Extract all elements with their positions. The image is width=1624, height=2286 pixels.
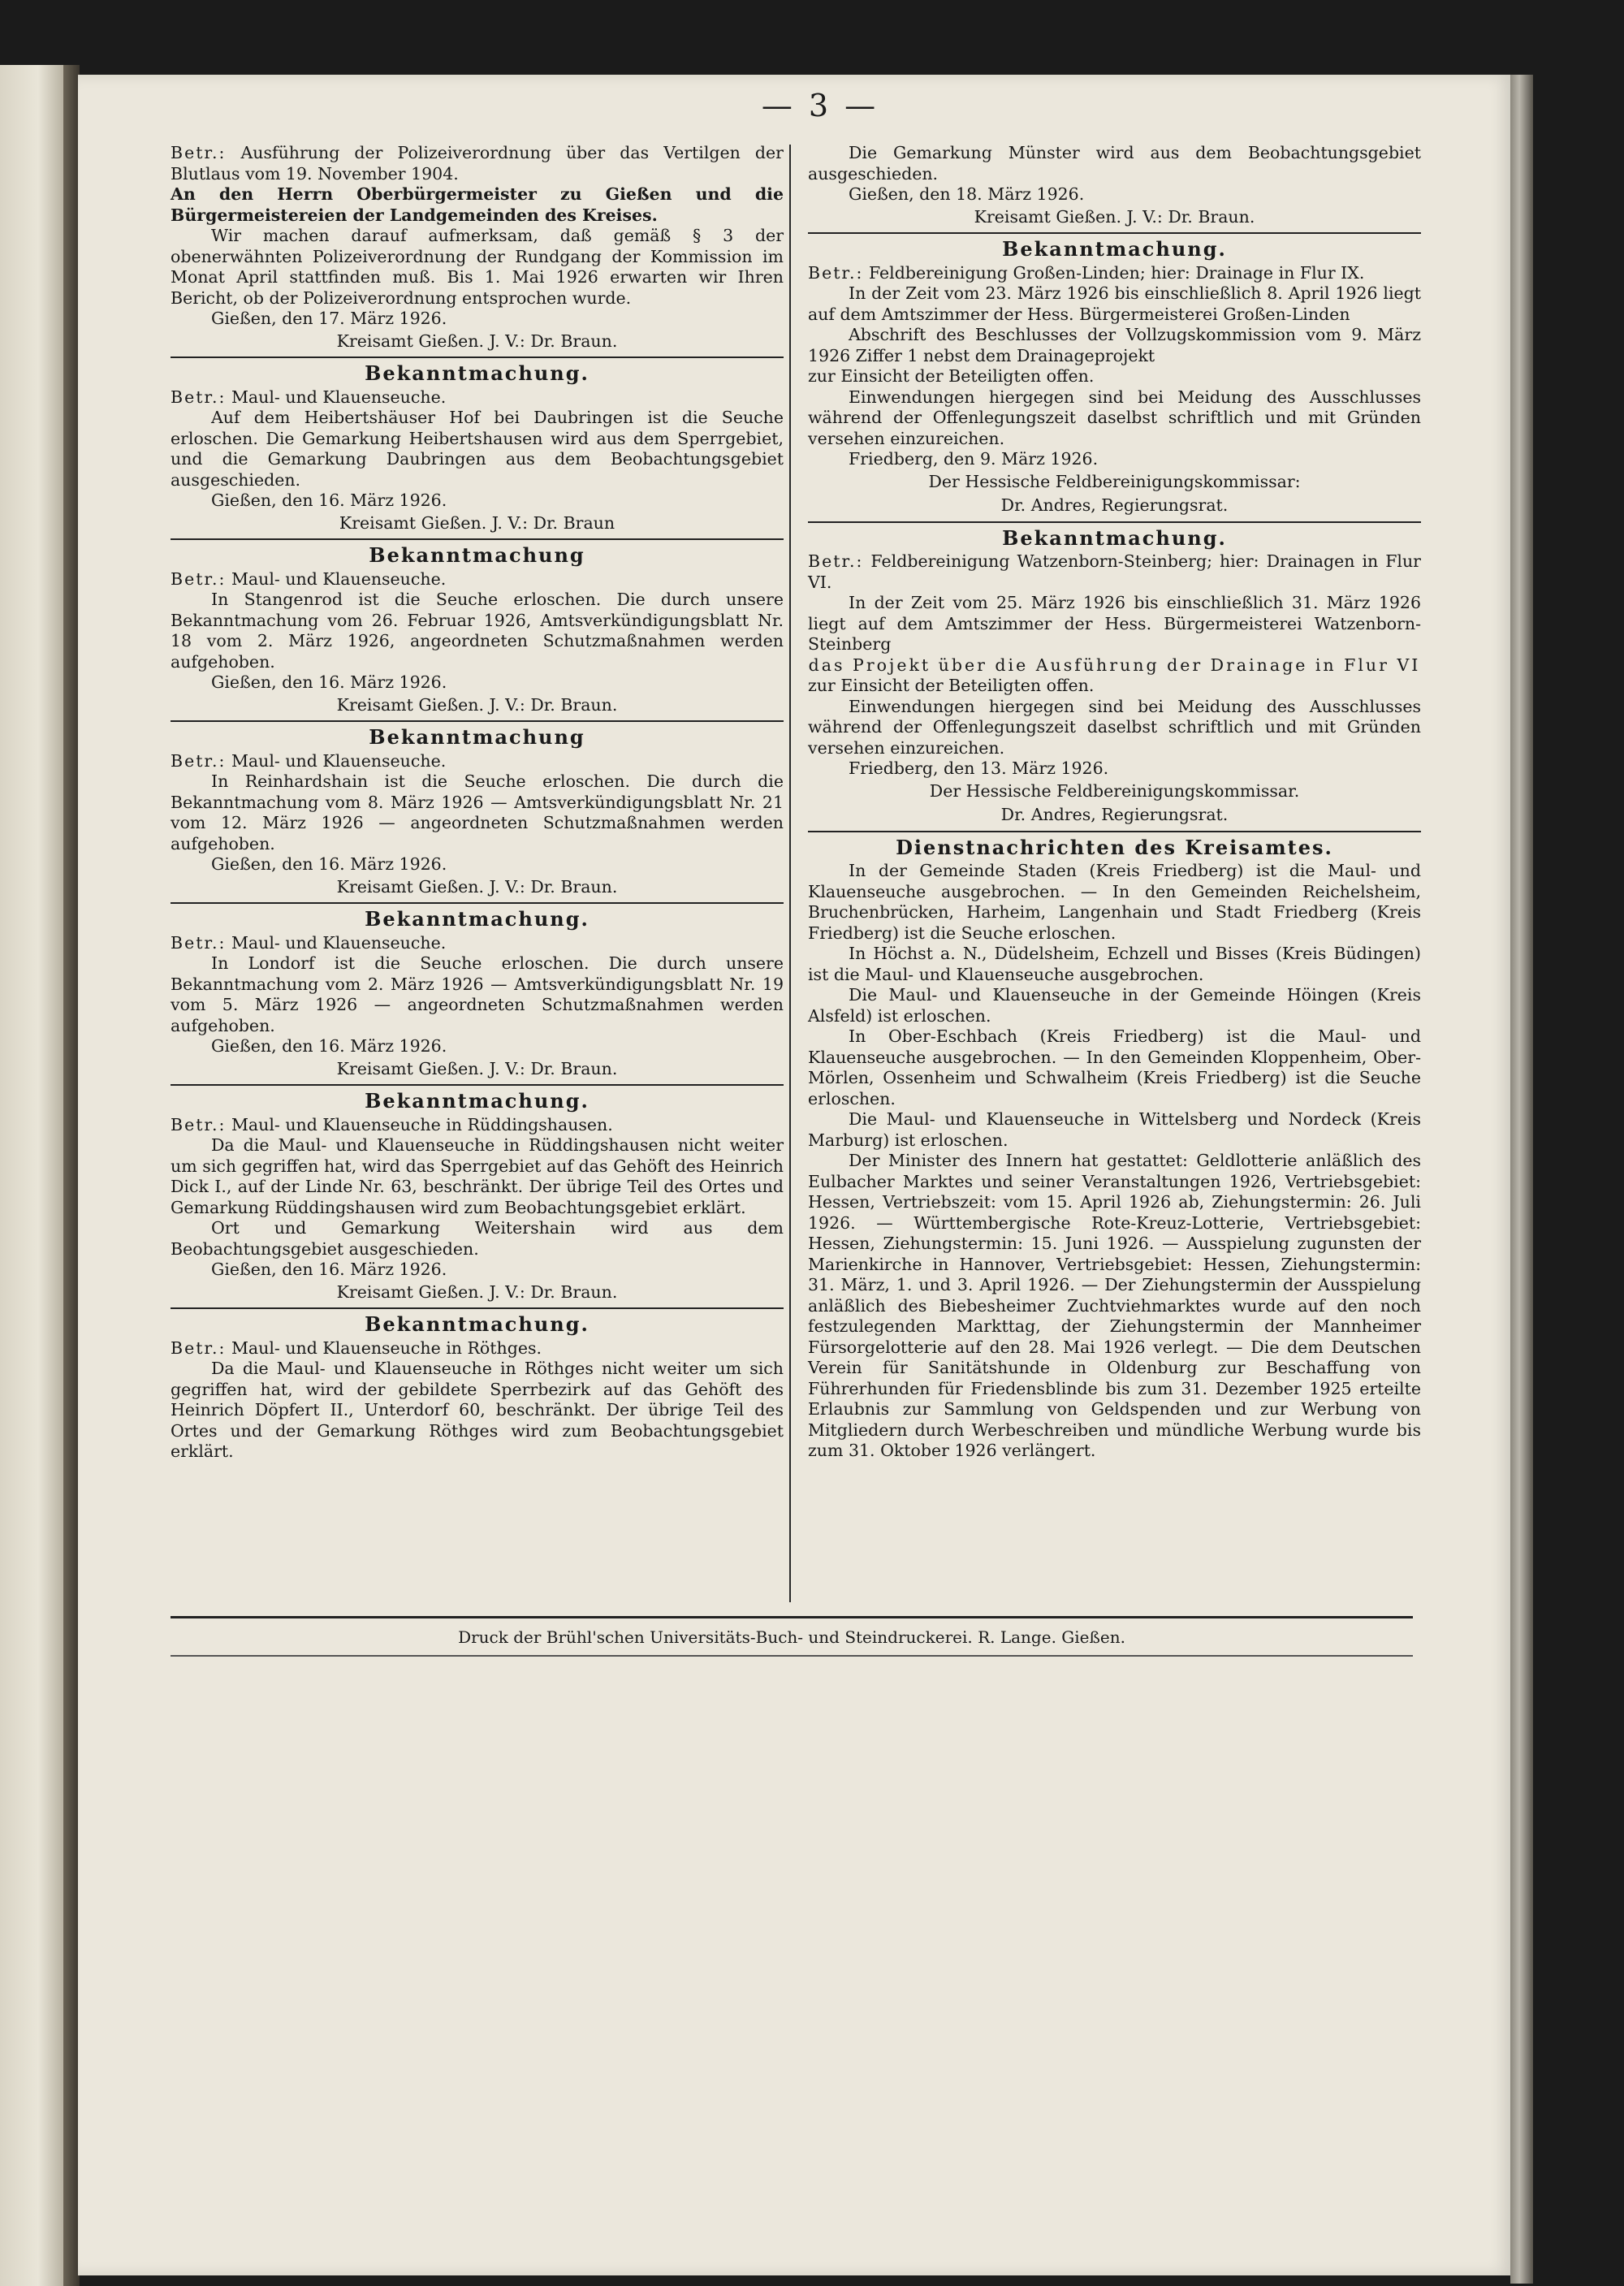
right-column — [808, 143, 1421, 1462]
service-news-paragraph: In der Gemeinde Staden (Kreis Friedberg) ist die Maul- und Klauenseuche ausgebrochen. — In den Gemeinden Reichelsheim, Bruchenbrücken, Harheim, Langenhain und Stadt Friedberg (Kreis Friedberg) ist die Seuche erloschen. — [808, 861, 1421, 943]
section-rule — [171, 1084, 784, 1086]
left-column — [171, 143, 784, 1463]
service-news-paragraph: Der Minister des Innern hat gestattet: Geldlotterie anläßlich des Eulbacher Marktes und seiner Veranstaltungen 1926, Vertriebsgebiet: Hessen, Vertriebszeit: vom 15. April 1926 ab, Ziehungstermin: 26. Juli 1926. — Württembergische Rote-Kreuz-Lotterie, Vertriebsgebiet: Hessen, Ziehungstermin: 15. Juni 1926. — Ausspielung zugunsten der Marienkirche in Hannover, Vertriebsgebiet: Hessen, Ziehungstermin: 31. März, 1. und 3. April 1926. — Der Ziehungstermin der Ausspielung anläßlich des Biebesheimer Zuchtviehmarktes wurde auf den noch festzulegenden Markttag, der Ziehungstermin der Mannheimer Fürsorgelotterie auf den 28. Mai 1926 verlegt. — Die dem Deutschen Verein für Sanitätshunde in Oldenburg zur Beschaffung von Führerhunden für Friedensblinde bis zum 31. Dezember 1925 erteilte Erlaubnis zur Sammlung von Geldspenden und zur Werbung von Mitgliedern durch Werbeschreiben und mündliche Werbung wurde bis zum 31. Oktober 1926 verlängert. — [808, 1151, 1421, 1460]
notice-6-place-date: Gießen, den 16. März 1926. — [211, 1260, 447, 1279]
notice-7-body: Da die Maul- und Klauenseuche in Röthges nicht weiter um sich gegriffen hat, wird der gebildete Sperrbezirk auf das Gehöft des Heinrich Döpfert II., Unterdorf 60, beschränkt. Der übrige Teil des Ortes und der Gemarkung Röthges wird zum Beobachtungsgebiet erklärt. — [171, 1359, 784, 1461]
notice-r3-body: In der Zeit vom 25. März 1926 bis einschließlich 31. März 1926 liegt auf dem Amtszimmer der Hess. Bürgermeisterei Watzenborn-Steinberg — [808, 593, 1421, 654]
notice-r2-place-date: Friedberg, den 9. März 1926. — [849, 449, 1099, 469]
notice-1-signature: Kreisamt Gießen. J. V.: Dr. Braun. — [336, 331, 618, 351]
notice-r3-subject: Betr.: Feldbereinigung Watzenborn-Steinberg; hier: Drainagen in Flur VI. — [808, 551, 1421, 592]
notice-7-heading: Bekanntmachung. — [365, 1312, 590, 1336]
notice-r2-subject: Betr.: Feldbereinigung Großen-Linden; hier: Drainage in Flur IX. — [808, 262, 1365, 283]
section-rule — [171, 902, 784, 904]
notice-6-body: Da die Maul- und Klauenseuche in Rüddingshausen nicht weiter um sich gegriffen hat, wird das Sperrgebiet auf das Gehöft des Heinrich Dick I., auf der Linde Nr. 63, beschränkt. Der übrige Teil des Ortes und Gemarkung Rüddingshausen wird zum Beobachtungsgebiet erklärt. — [171, 1135, 784, 1217]
notice-r3-heading: Bekanntmachung. — [1002, 525, 1227, 550]
service-news-heading: Dienstnachrichten des Kreisamtes. — [896, 835, 1333, 859]
notice-5-signature: Kreisamt Gießen. J. V.: Dr. Braun. — [336, 1058, 618, 1078]
notice-r2-signature-name: Dr. Andres, Regierungsrat. — [1000, 495, 1229, 515]
section-rule — [808, 232, 1421, 234]
notice-2-body: Auf dem Heibertshäuser Hof bei Daubringen ist die Seuche erloschen. Die Gemarkung Heibertshausen wird aus dem Sperrgebiet, und die Gemarkung Daubringen aus dem Beobachtungsgebiet ausgeschieden. — [171, 408, 784, 490]
notice-3-body: In Stangenrod ist die Seuche erloschen. Die durch unsere Bekanntmachung vom 26. Februar 1926, Amtsverkündigungsblatt Nr. 18 vom 2. März 1926, angeordneten Schutzmaßnahmen werden aufgehoben. — [171, 590, 784, 672]
notice-5-subject: Betr.: Maul- und Klauenseuche. — [171, 932, 447, 953]
notice-5-place-date: Gießen, den 16. März 1926. — [211, 1036, 447, 1056]
notice-1-address: An den Herrn Oberbürgermeister zu Gießen und die Bürgermeistereien der Landgemeinden des Kreises. — [171, 184, 784, 225]
notice-r2-body-2: Abschrift des Beschlusses der Vollzugskommission vom 9. März 1926 Ziffer 1 nebst dem Drainageprojekt — [808, 325, 1421, 365]
continued-notice-signature: Kreisamt Gießen. J. V.: Dr. Braun. — [974, 206, 1255, 227]
notice-1-subject: Betr.: Ausführung der Polizeiverordnung über das Vertilgen der Blutlaus vom 19. November 1904. — [171, 143, 784, 184]
service-news-paragraph: Die Maul- und Klauenseuche in der Gemeinde Höingen (Kreis Alsfeld) ist erloschen. — [808, 985, 1421, 1026]
notice-3-subject: Betr.: Maul- und Klauenseuche. — [171, 568, 447, 589]
notice-2-heading: Bekanntmachung. — [365, 361, 590, 385]
continued-notice-body: Die Gemarkung Münster wird aus dem Beobachtungsgebiet ausgeschieden. — [808, 143, 1421, 184]
adjacent-page-edge — [0, 65, 63, 2286]
notice-r2-body: In der Zeit vom 23. März 1926 bis einschließlich 8. April 1926 liegt auf dem Amtszimmer der Hess. Bürgermeisterei Großen-Linden — [808, 283, 1421, 324]
notice-4-subject: Betr.: Maul- und Klauenseuche. — [171, 750, 447, 771]
notice-1-place-date: Gießen, den 17. März 1926. — [211, 309, 447, 328]
notice-4-heading: Bekanntmachung — [369, 725, 585, 749]
notice-6-body-2: Ort und Gemarkung Weitershain wird aus dem Beobachtungsgebiet ausgeschieden. — [171, 1218, 784, 1259]
section-rule — [171, 357, 784, 358]
notice-4-place-date: Gießen, den 16. März 1926. — [211, 854, 447, 874]
continued-notice-place-date: Gießen, den 18. März 1926. — [849, 184, 1085, 204]
notice-r3-signature-name: Dr. Andres, Regierungsrat. — [1000, 805, 1229, 824]
notice-r2-body-3: zur Einsicht der Beteiligten offen. — [808, 366, 1095, 386]
notice-r3-body-2: das Projekt über die Ausführung der Drainage in Flur VI — [808, 655, 1421, 675]
notice-r2-signature: Der Hessische Feldbereinigungskommissar: — [928, 471, 1301, 491]
notice-3-place-date: Gießen, den 16. März 1926. — [211, 672, 447, 692]
notice-6-subject: Betr.: Maul- und Klauenseuche in Rüddingshausen. — [171, 1114, 613, 1134]
section-rule — [171, 1307, 784, 1309]
notice-6-heading: Bekanntmachung. — [365, 1089, 590, 1113]
page-number: — 3 — — [761, 88, 879, 123]
page-stack-edge — [1510, 75, 1533, 2284]
footer-rule — [171, 1616, 1413, 1618]
notice-3-signature: Kreisamt Gießen. J. V.: Dr. Braun. — [336, 694, 618, 715]
notice-4-body: In Reinhardshain ist die Seuche erloschen. Die durch die Bekanntmachung vom 8. März 1926 — Amtsverkündigungsblatt Nr. 21 vom 12. März 1926 — angeordneten Schutzmaßnahmen werden aufgehoben. — [171, 771, 784, 853]
notice-r2-heading: Bekanntmachung. — [1002, 237, 1227, 261]
printer-imprint: Druck der Brühl'schen Universitäts-Buch- und Steindruckerei. R. Lange. Gießen. — [458, 1627, 1125, 1647]
notice-r3-signature: Der Hessische Feldbereinigungskommissar. — [929, 780, 1300, 801]
book-gutter — [63, 65, 80, 2286]
service-news-paragraph: In Höchst a. N., Düdelsheim, Echzell und Bisses (Kreis Büdingen) ist die Maul- und Klauenseuche ausgebrochen. — [808, 944, 1421, 984]
notice-2-signature: Kreisamt Gießen. J. V.: Dr. Braun — [339, 512, 615, 533]
notice-5-body: In Londorf ist die Seuche erloschen. Die durch unsere Bekanntmachung vom 2. März 1926 — Amtsverkündigungsblatt Nr. 19 vom 5. März 1926 — angeordneten Schutzmaßnahmen werden aufgehoben. — [171, 953, 784, 1035]
service-news-paragraph: In Ober-Eschbach (Kreis Friedberg) ist die Maul- und Klauenseuche ausgebrochen. — In den Gemeinden Kloppenheim, Ober-Mörlen, Ossenheim und Schwalheim (Kreis Friedberg) ist die Seuche erloschen. — [808, 1026, 1421, 1108]
notice-r2-body-4: Einwendungen hiergegen sind bei Meidung des Ausschlusses während der Offenlegungszeit daselbst schriftlich und mit Gründen versehen einzureichen. — [808, 387, 1421, 448]
notice-1-body: Wir machen darauf aufmerksam, daß gemäß § 3 der obenerwähnten Polizeiverordnung der Rundgang der Kommission im Monat April stattfinden muß. Bis 1. Mai 1926 erwarten wir Ihren Bericht, ob der Polizeiverordnung entsprochen wurde. — [171, 226, 784, 308]
notice-5-heading: Bekanntmachung. — [365, 907, 590, 931]
service-news-paragraph: Die Maul- und Klauenseuche in Wittelsberg und Nordeck (Kreis Marburg) ist erloschen. — [808, 1109, 1421, 1150]
notice-4-signature: Kreisamt Gießen. J. V.: Dr. Braun. — [336, 876, 618, 897]
section-rule — [808, 521, 1421, 523]
notice-3-heading: Bekanntmachung — [369, 543, 585, 567]
column-divider — [789, 145, 791, 1602]
notice-2-subject: Betr.: Maul- und Klauenseuche. — [171, 387, 447, 407]
notice-r3-body-4: Einwendungen hiergegen sind bei Meidung des Ausschlusses während der Offenlegungszeit daselbst schriftlich und mit Gründen versehen einzureichen. — [808, 696, 1421, 758]
section-rule — [808, 831, 1421, 832]
section-rule — [171, 538, 784, 540]
footer-rule-bottom — [171, 1655, 1413, 1657]
notice-2-place-date: Gießen, den 16. März 1926. — [211, 490, 447, 510]
notice-r3-body-3: zur Einsicht der Beteiligten offen. — [808, 676, 1095, 695]
notice-6-signature: Kreisamt Gießen. J. V.: Dr. Braun. — [336, 1281, 618, 1302]
notice-r3-place-date: Friedberg, den 13. März 1926. — [849, 758, 1109, 778]
section-rule — [171, 720, 784, 722]
notice-7-subject: Betr.: Maul- und Klauenseuche in Röthges. — [171, 1337, 542, 1358]
